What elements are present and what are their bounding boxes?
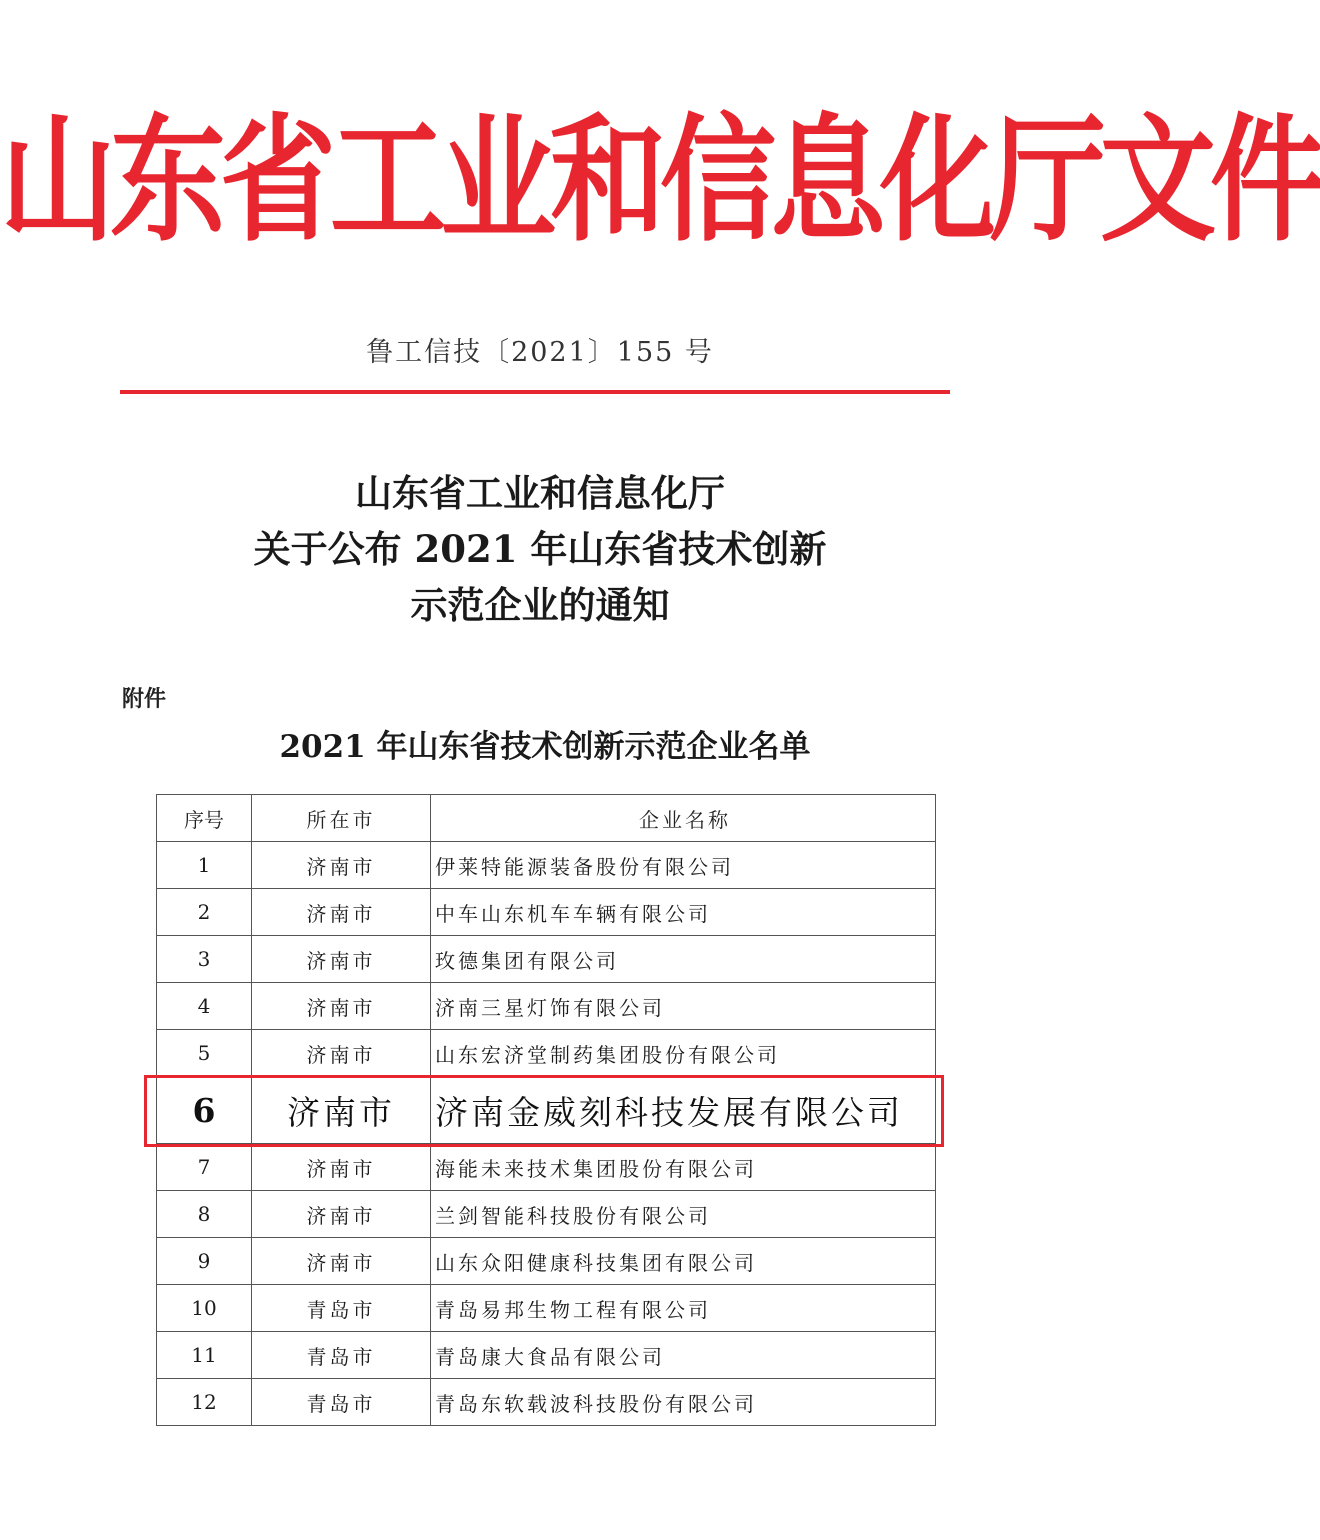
row-city: 青岛市	[252, 1379, 431, 1426]
row-city: 青岛市	[252, 1285, 431, 1332]
row-serial: 9	[157, 1238, 252, 1285]
table-row	[157, 1379, 936, 1426]
header-company: 企业名称	[431, 795, 936, 842]
row-serial: 6	[157, 1077, 252, 1144]
row-company: 海能未来技术集团股份有限公司	[431, 1144, 936, 1191]
row-serial: 8	[157, 1191, 252, 1238]
row-city: 济南市	[252, 1144, 431, 1191]
row-company: 山东宏济堂制药集团股份有限公司	[431, 1030, 936, 1077]
row-serial: 4	[157, 983, 252, 1030]
notice-title	[0, 465, 1080, 633]
header-city: 所在市	[252, 795, 431, 842]
row-company: 兰剑智能科技股份有限公司	[431, 1191, 936, 1238]
row-city: 青岛市	[252, 1332, 431, 1379]
document-number: 鲁工信技〔2021〕155 号	[366, 337, 714, 368]
row-company: 玫德集团有限公司	[431, 936, 936, 983]
row-company: 山东众阳健康科技集团有限公司	[431, 1238, 936, 1285]
table-row	[157, 1030, 936, 1077]
issuer-header: 山东省工业和信息化厅文件	[0, 100, 1320, 261]
row-serial: 11	[157, 1332, 252, 1379]
highlight-box	[144, 1075, 944, 1147]
row-serial: 2	[157, 889, 252, 936]
row-company: 中车山东机车车辆有限公司	[431, 889, 936, 936]
row-city: 济南市	[252, 1030, 431, 1077]
list-title: 2021 年山东省技术创新示范企业名单	[279, 729, 811, 765]
row-city: 济南市	[252, 889, 431, 936]
row-city: 济南市	[252, 1077, 431, 1144]
header-serial: 序号	[157, 795, 252, 842]
table-header-row	[157, 795, 936, 842]
table-row	[157, 1144, 936, 1191]
table-row	[157, 1332, 936, 1379]
row-serial: 5	[157, 1030, 252, 1077]
row-serial: 10	[157, 1285, 252, 1332]
attachment-label: 附件	[122, 687, 167, 712]
table-row	[157, 889, 936, 936]
row-serial: 3	[157, 936, 252, 983]
red-divider	[120, 390, 950, 394]
row-city: 济南市	[252, 1191, 431, 1238]
table-row	[157, 936, 936, 983]
row-city: 济南市	[252, 1238, 431, 1285]
title-line-3: 示范企业的通知	[410, 583, 670, 627]
title-line-2: 关于公布 2021 年山东省技术创新	[253, 527, 827, 571]
table-row	[157, 1191, 936, 1238]
row-company: 伊莱特能源装备股份有限公司	[431, 842, 936, 889]
row-city: 济南市	[252, 842, 431, 889]
row-company: 济南金威刻科技发展有限公司	[431, 1077, 936, 1144]
table-row	[157, 1285, 936, 1332]
row-city: 济南市	[252, 936, 431, 983]
row-company: 青岛东软载波科技股份有限公司	[431, 1379, 936, 1426]
table-row	[157, 983, 936, 1030]
row-serial: 1	[157, 842, 252, 889]
row-serial: 7	[157, 1144, 252, 1191]
row-company: 青岛康大食品有限公司	[431, 1332, 936, 1379]
row-serial: 12	[157, 1379, 252, 1426]
row-company: 青岛易邦生物工程有限公司	[431, 1285, 936, 1332]
row-city: 济南市	[252, 983, 431, 1030]
title-line-1: 山东省工业和信息化厅	[355, 471, 725, 515]
table-row	[157, 842, 936, 889]
row-company: 济南三星灯饰有限公司	[431, 983, 936, 1030]
table-row	[157, 1238, 936, 1285]
